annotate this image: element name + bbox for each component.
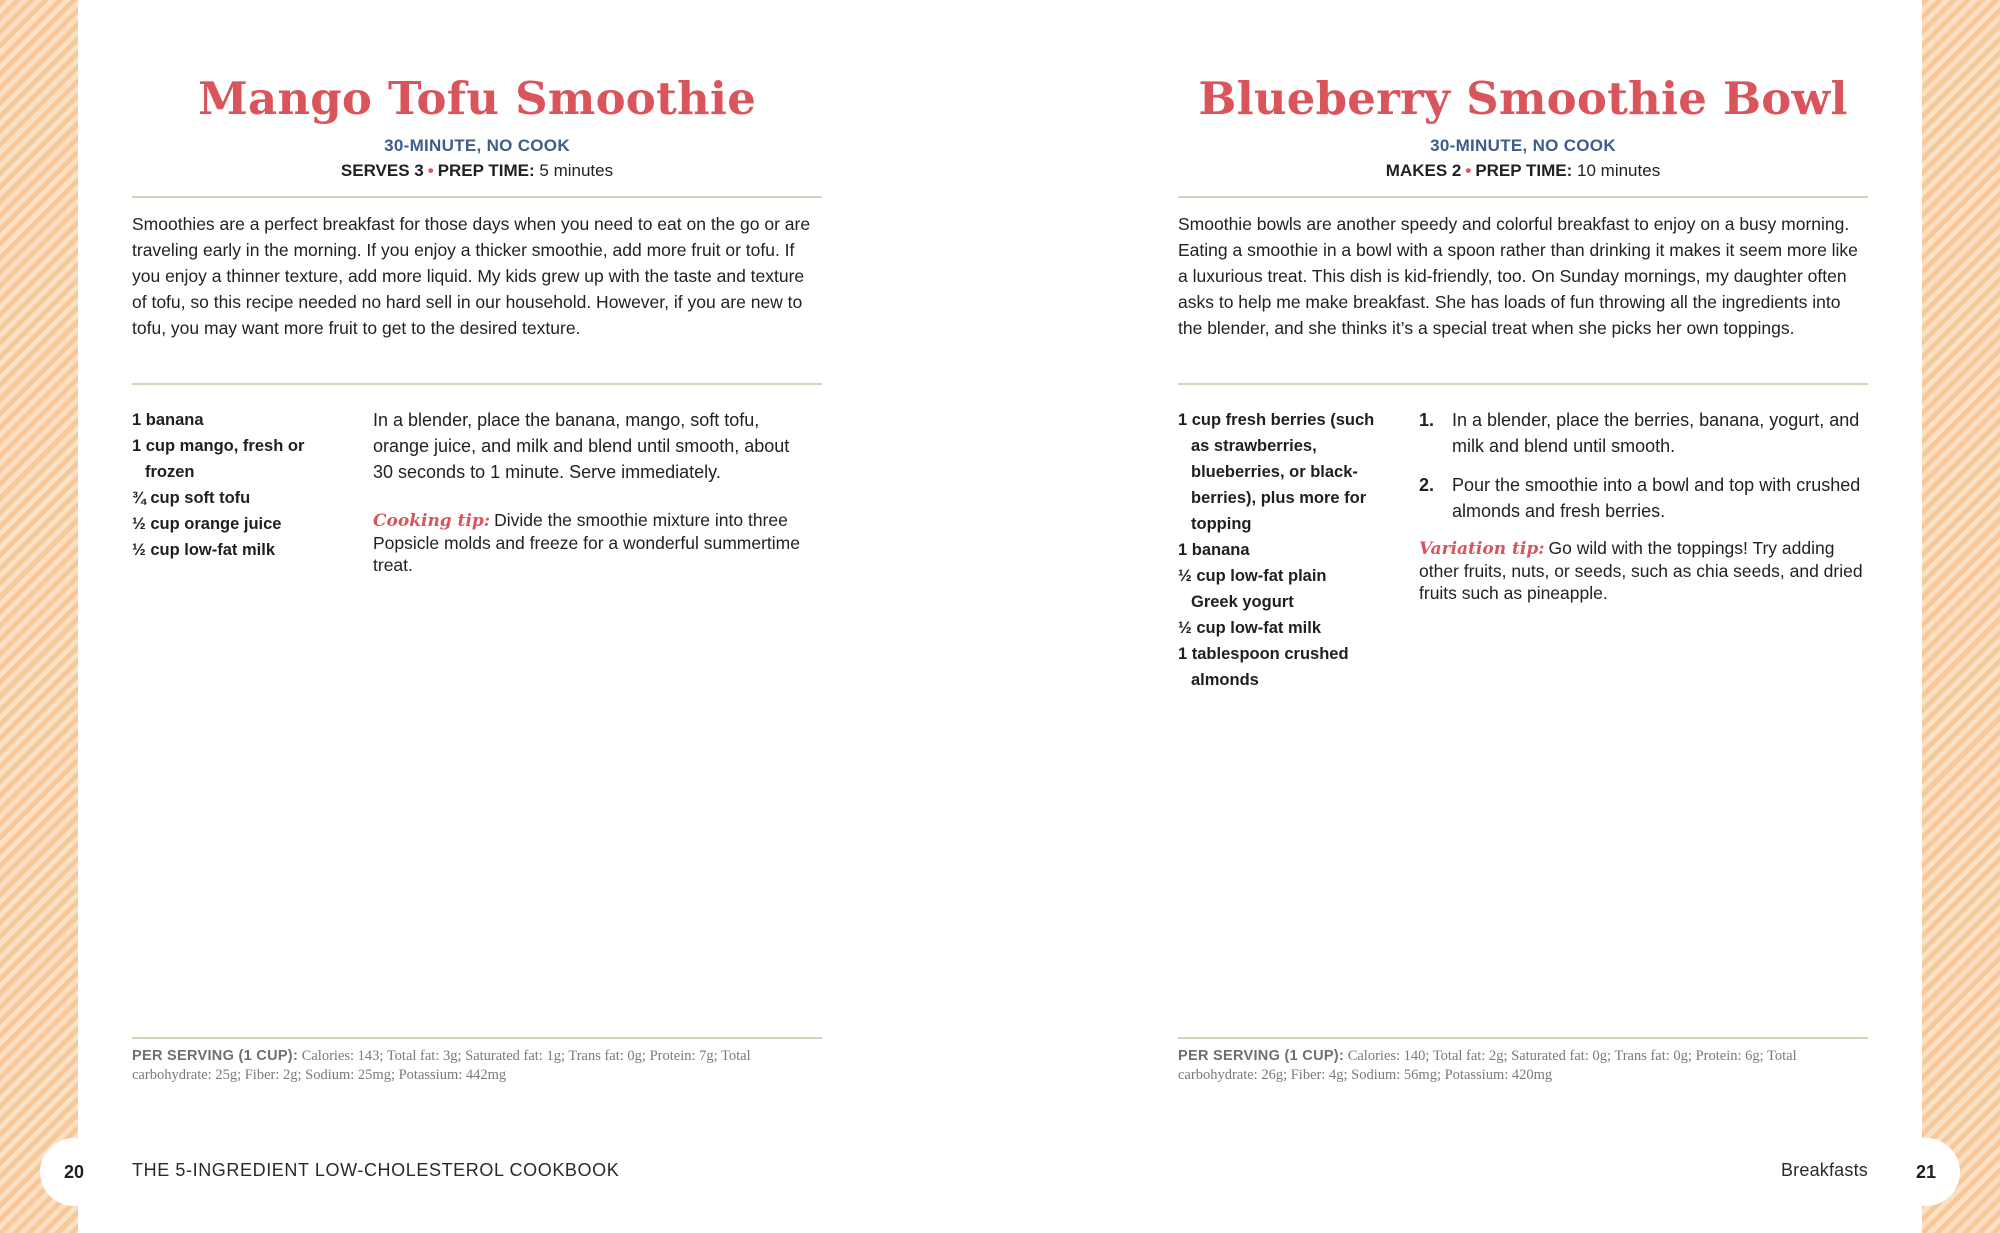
- divider: [1178, 383, 1868, 385]
- ingredient-item: ½ cup orange juice: [132, 515, 282, 533]
- ingredient-item: 1 banana: [132, 411, 204, 429]
- steps-list: [1419, 407, 1868, 524]
- cooking-tip: [373, 509, 813, 576]
- recipe-meta: [132, 161, 822, 181]
- nutrition-text: Calories: 140; Total fat: 2g; Saturated fat: 0g; Trans fat: 0g; Protein: 6g; Total carbohydrate: 26g; Fiber: 4g; Sodium: 56mg; Potassium: 420mg: [1178, 1048, 1797, 1083]
- ingredient-item: ½ cup low-fat plain Greek yogurt: [1178, 567, 1327, 611]
- step-number: 1.: [1419, 410, 1435, 430]
- divider: [132, 196, 822, 198]
- step-item: [1419, 472, 1868, 524]
- tip-text: Divide the smoothie mixture into three Popsicle molds and freeze for a wonderful summertime treat.: [373, 510, 800, 575]
- left-decorative-stripe: [0, 0, 78, 1233]
- ingredients-list: [132, 407, 362, 563]
- ingredients-list: [1178, 407, 1388, 693]
- bullet-separator: •: [427, 161, 434, 180]
- nutrition-label: PER SERVING (1 CUP):: [132, 1048, 299, 1064]
- tip-label: Cooking tip:: [373, 511, 491, 531]
- page-number-left: 20: [40, 1138, 108, 1206]
- prep-time-label: PREP TIME:: [437, 161, 535, 180]
- divider: [1178, 1037, 1868, 1039]
- ingredient-item: 1 cup fresh berries (such as strawberries, blueberries, or black-berries), plus more for topping: [1178, 411, 1375, 533]
- nutrition-text: Calories: 143; Total fat: 3g; Saturated fat: 1g; Trans fat: 0g; Protein: 7g; Total carbohydrate: 25g; Fiber: 2g; Sodium: 25mg; Potassium: 442mg: [132, 1048, 751, 1083]
- recipe-tags: 30-MINUTE, NO COOK: [1430, 136, 1616, 155]
- left-page: [132, 0, 822, 1233]
- step-item: [1419, 407, 1868, 459]
- nutrition-info: [1178, 1047, 1868, 1085]
- recipe-title: Blueberry Smoothie Bowl: [1198, 72, 1848, 125]
- divider: [132, 1037, 822, 1039]
- bullet-separator: •: [1465, 161, 1472, 180]
- prep-time-label: PREP TIME:: [1475, 161, 1573, 180]
- section-name: Breakfasts: [1780, 1160, 1868, 1180]
- divider: [132, 383, 822, 385]
- ingredient-item: ½ cup low-fat milk: [132, 541, 276, 559]
- ingredient-item: ¾ cup soft tofu: [132, 489, 251, 507]
- direction-text: In a blender, place the banana, mango, soft tofu, orange juice, and milk and blend until smooth, about 30 seconds to 1 minute. Serve immediately.: [373, 410, 790, 482]
- tip-label: Variation tip:: [1419, 539, 1545, 559]
- nutrition-info: [132, 1047, 822, 1085]
- directions: [373, 407, 813, 576]
- step-number: 2.: [1419, 475, 1435, 495]
- ingredient-item: ½ cup low-fat milk: [1178, 619, 1322, 637]
- page-number-right: 21: [1892, 1138, 1960, 1206]
- step-text: Pour the smoothie into a bowl and top with crushed almonds and fresh berries.: [1452, 475, 1861, 521]
- step-text: In a blender, place the berries, banana, yogurt, and milk and blend until smooth.: [1452, 410, 1860, 456]
- recipe-tags: 30-MINUTE, NO COOK: [384, 136, 570, 155]
- ingredient-item: 1 cup mango, fresh or frozen: [132, 437, 305, 481]
- yield: MAKES 2: [1385, 161, 1462, 180]
- ingredient-item: 1 tablespoon crushed almonds: [1178, 645, 1349, 689]
- yield: SERVES 3: [340, 161, 424, 180]
- prep-time-value: 5 minutes: [539, 161, 614, 180]
- variation-tip: [1419, 537, 1868, 604]
- directions: [1419, 407, 1868, 604]
- divider: [1178, 196, 1868, 198]
- recipe-intro: Smoothies are a perfect breakfast for those days when you need to eat on the go or are traveling early in the morning. If you enjoy a thicker smoothie, add more fruit or tofu. If you enjoy a thinner texture, add more liquid. My kids grew up with the taste and texture of tofu, so this recipe needed no hard sell in our household. However, if you are new to tofu, you may want more fruit to get to the desired texture.: [132, 214, 811, 338]
- tip-text: Go wild with the toppings! Try adding other fruits, nuts, or seeds, such as chia seeds, and dried fruits such as pineapple.: [1419, 538, 1863, 603]
- prep-time-value: 10 minutes: [1577, 161, 1661, 180]
- right-decorative-stripe: [1922, 0, 2000, 1233]
- recipe-intro: Smoothie bowls are another speedy and colorful breakfast to enjoy on a busy morning. Eating a smoothie in a bowl with a spoon rather than drinking it makes it seem more like a luxurious treat. This dish is kid-friendly, too. On Sunday mornings, my daughter often asks to help me make breakfast. She has loads of fun throwing all the ingredients into the blender, and she thinks it’s a special treat when she picks her own toppings.: [1178, 214, 1858, 338]
- book-title: THE 5-INGREDIENT LOW-CHOLESTEROL COOKBOOK: [132, 1160, 620, 1180]
- right-page: [1178, 0, 1868, 1233]
- recipe-meta: [1178, 161, 1868, 181]
- ingredient-item: 1 banana: [1178, 541, 1250, 559]
- nutrition-label: PER SERVING (1 CUP):: [1178, 1048, 1345, 1064]
- recipe-title: Mango Tofu Smoothie: [197, 72, 757, 125]
